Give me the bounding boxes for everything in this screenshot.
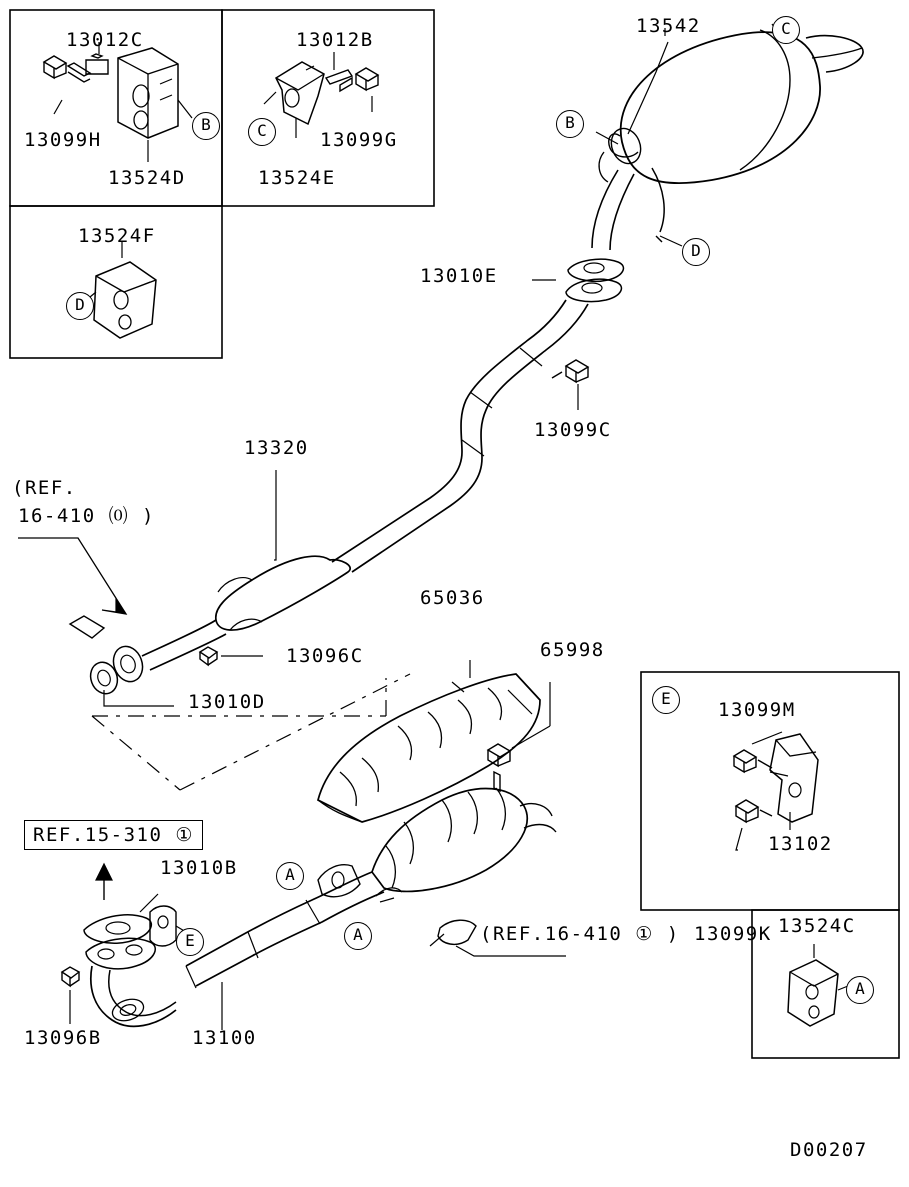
label-13102: 13102 <box>768 833 833 855</box>
label-65998: 65998 <box>540 639 605 661</box>
label-13524D: 13524D <box>108 167 186 189</box>
label-13012B: 13012B <box>296 29 374 51</box>
callout-B-muffler: B <box>556 110 584 138</box>
callout-E-front: E <box>176 928 204 956</box>
label-13010D: 13010D <box>188 691 266 713</box>
ref-16-410-2-line1: (REF. <box>12 477 77 499</box>
label-13096C: 13096C <box>286 645 364 667</box>
label-13099G: 13099G <box>320 129 398 151</box>
label-13099M: 13099M <box>718 699 796 721</box>
callout-D-muffler: D <box>682 238 710 266</box>
ref-16-410-2-line2: 16-410 ⒪ ) <box>18 505 155 527</box>
label-13099C: 13099C <box>534 419 612 441</box>
label-13320: 13320 <box>244 437 309 459</box>
callout-C-box2: C <box>248 118 276 146</box>
callout-A-front: A <box>276 862 304 890</box>
label-65036: 65036 <box>420 587 485 609</box>
ref-16-410-1: (REF.16-410 ① ) <box>480 923 680 945</box>
callout-B-box1: B <box>192 112 220 140</box>
label-13010B: 13010B <box>160 857 238 879</box>
drawing-number: D00207 <box>790 1139 868 1161</box>
muffler-body <box>621 32 820 183</box>
label-13099K: 13099K <box>694 923 772 945</box>
label-13100: 13100 <box>192 1027 257 1049</box>
callout-A-mid: A <box>344 922 372 950</box>
callout-A-box: A <box>846 976 874 1004</box>
label-13524E: 13524E <box>258 167 336 189</box>
ref-15-310-1: REF.15-310 ① <box>24 820 203 850</box>
label-13096B: 13096B <box>24 1027 102 1049</box>
label-13012C: 13012C <box>66 29 144 51</box>
label-13099H: 13099H <box>24 129 102 151</box>
callout-E-box: E <box>652 686 680 714</box>
label-13524F: 13524F <box>78 225 156 247</box>
label-13010E: 13010E <box>420 265 498 287</box>
label-13524C: 13524C <box>778 915 856 937</box>
label-13542: 13542 <box>636 15 701 37</box>
callout-D-box3: D <box>66 292 94 320</box>
callout-C-muffler: C <box>772 16 800 44</box>
